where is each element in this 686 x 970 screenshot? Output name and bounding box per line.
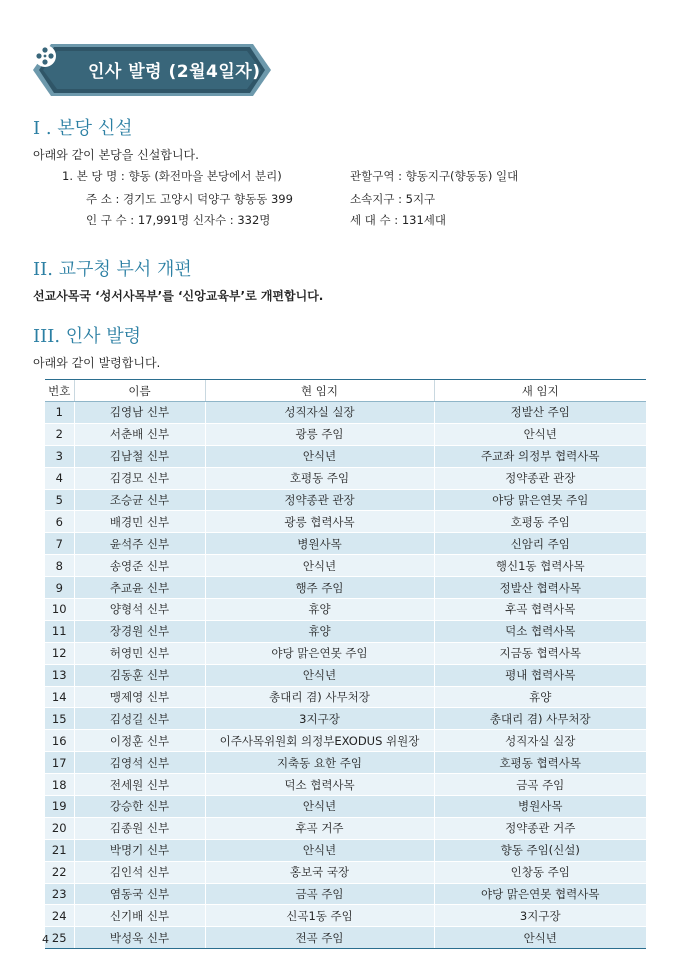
jurisdiction-line: 관할구역 : 향동지구(향동동) 일대 bbox=[350, 169, 519, 183]
cell-new-post: 정약종관 관장 bbox=[434, 467, 646, 489]
cell-number: 10 bbox=[45, 599, 74, 621]
table-row bbox=[45, 708, 646, 730]
cell-name: 장경원 신부 bbox=[74, 620, 205, 642]
cell-current-post: 안식년 bbox=[205, 839, 434, 861]
cell-current-post: 신곡1동 주임 bbox=[205, 905, 434, 927]
cell-current-post: 호평동 주임 bbox=[205, 467, 434, 489]
cell-name: 김남철 신부 bbox=[74, 445, 205, 467]
table-row bbox=[45, 620, 646, 642]
cell-number: 20 bbox=[45, 817, 74, 839]
page-number: 4 bbox=[42, 933, 49, 946]
section-3-intro: 아래와 같이 발령합니다. bbox=[33, 356, 161, 370]
cell-number: 25 bbox=[45, 927, 74, 949]
column-header-number: 번호 bbox=[45, 380, 74, 402]
cell-name: 김영석 신부 bbox=[74, 752, 205, 774]
cell-current-post: 안식년 bbox=[205, 796, 434, 818]
cell-current-post: 성직자실 실장 bbox=[205, 402, 434, 424]
cell-current-post: 광릉 주임 bbox=[205, 423, 434, 445]
cell-name: 서춘배 신부 bbox=[74, 423, 205, 445]
cell-current-post: 3지구장 bbox=[205, 708, 434, 730]
cell-name: 박성욱 신부 bbox=[74, 927, 205, 949]
cell-name: 이정훈 신부 bbox=[74, 730, 205, 752]
table-row bbox=[45, 752, 646, 774]
table-row bbox=[45, 577, 646, 599]
table-row bbox=[45, 861, 646, 883]
cell-current-post: 안식년 bbox=[205, 445, 434, 467]
section-1-heading: I . 본당 신설 bbox=[33, 118, 133, 139]
table-body bbox=[45, 402, 646, 949]
population-line: 인 구 수 : 17,991명 신자수 : 332명 bbox=[86, 213, 271, 227]
cell-current-post: 야당 맑은연못 주임 bbox=[205, 642, 434, 664]
table-row bbox=[45, 511, 646, 533]
cell-name: 맹제영 신부 bbox=[74, 686, 205, 708]
cell-name: 조승균 신부 bbox=[74, 489, 205, 511]
cell-number: 8 bbox=[45, 555, 74, 577]
cell-new-post: 안식년 bbox=[434, 423, 646, 445]
cell-number: 5 bbox=[45, 489, 74, 511]
cell-name: 허영민 신부 bbox=[74, 642, 205, 664]
cell-number: 4 bbox=[45, 467, 74, 489]
cell-current-post: 정약종관 관장 bbox=[205, 489, 434, 511]
cell-current-post: 행주 주임 bbox=[205, 577, 434, 599]
cell-current-post: 후곡 거주 bbox=[205, 817, 434, 839]
section-2-heading: II. 교구청 부서 개편 bbox=[33, 259, 192, 280]
table-row bbox=[45, 664, 646, 686]
cell-number: 21 bbox=[45, 839, 74, 861]
cell-number: 19 bbox=[45, 796, 74, 818]
table-row bbox=[45, 883, 646, 905]
cell-current-post: 휴양 bbox=[205, 620, 434, 642]
table-row bbox=[45, 730, 646, 752]
cell-name: 김종원 신부 bbox=[74, 817, 205, 839]
cell-name: 신기배 신부 bbox=[74, 905, 205, 927]
cell-number: 9 bbox=[45, 577, 74, 599]
section-banner bbox=[33, 44, 271, 96]
table-row bbox=[45, 774, 646, 796]
cell-name: 김영남 신부 bbox=[74, 402, 205, 424]
cell-name: 박명기 신부 bbox=[74, 839, 205, 861]
cell-number: 3 bbox=[45, 445, 74, 467]
table-row bbox=[45, 445, 646, 467]
cell-name: 김동훈 신부 bbox=[74, 664, 205, 686]
column-header-current-post: 현 임지 bbox=[205, 380, 434, 402]
cell-new-post: 행신1동 협력사목 bbox=[434, 555, 646, 577]
table-row bbox=[45, 599, 646, 621]
cell-number: 24 bbox=[45, 905, 74, 927]
cell-new-post: 신암리 주임 bbox=[434, 533, 646, 555]
cell-number: 15 bbox=[45, 708, 74, 730]
cell-current-post: 지축동 요한 주임 bbox=[205, 752, 434, 774]
cell-number: 18 bbox=[45, 774, 74, 796]
cell-number: 2 bbox=[45, 423, 74, 445]
cell-current-post: 병원사목 bbox=[205, 533, 434, 555]
cell-name: 송영준 신부 bbox=[74, 555, 205, 577]
appointments-table bbox=[45, 379, 646, 949]
section-3-heading: III. 인사 발령 bbox=[33, 326, 142, 347]
cell-new-post: 후곡 협력사목 bbox=[434, 599, 646, 621]
table-row bbox=[45, 796, 646, 818]
cell-new-post: 정발산 협력사목 bbox=[434, 577, 646, 599]
cell-name: 염동국 신부 bbox=[74, 883, 205, 905]
cell-name: 전세원 신부 bbox=[74, 774, 205, 796]
cell-name: 배경민 신부 bbox=[74, 511, 205, 533]
cell-current-post: 금곡 주임 bbox=[205, 883, 434, 905]
address-line: 주 소 : 경기도 고양시 덕양구 향동동 399 bbox=[86, 192, 293, 206]
cell-new-post: 성직자실 실장 bbox=[434, 730, 646, 752]
cell-current-post: 총대리 겸) 사무처장 bbox=[205, 686, 434, 708]
cell-number: 17 bbox=[45, 752, 74, 774]
table-row bbox=[45, 905, 646, 927]
cell-new-post: 안식년 bbox=[434, 927, 646, 949]
table-row bbox=[45, 686, 646, 708]
cell-new-post: 야당 맑은연못 협력사목 bbox=[434, 883, 646, 905]
cell-current-post: 안식년 bbox=[205, 555, 434, 577]
film-reel-icon bbox=[33, 44, 57, 68]
cell-current-post: 휴양 bbox=[205, 599, 434, 621]
cell-number: 1 bbox=[45, 402, 74, 424]
district-line: 소속지구 : 5지구 bbox=[350, 192, 436, 206]
cell-current-post: 홍보국 국장 bbox=[205, 861, 434, 883]
cell-number: 6 bbox=[45, 511, 74, 533]
table-row bbox=[45, 839, 646, 861]
parish-name-line: 1. 본 당 명 : 향동 (화전마을 본당에서 분리) bbox=[62, 169, 282, 183]
cell-new-post: 금곡 주임 bbox=[434, 774, 646, 796]
cell-new-post: 3지구장 bbox=[434, 905, 646, 927]
cell-new-post: 덕소 협력사목 bbox=[434, 620, 646, 642]
section-1-intro: 아래와 같이 본당을 신설합니다. bbox=[33, 148, 199, 162]
table-header-row bbox=[45, 380, 646, 402]
section-2-text: 선교사목국 ‘성서사목부’를 ‘신앙교육부’로 개편합니다. bbox=[33, 289, 324, 303]
table-row bbox=[45, 533, 646, 555]
cell-current-post: 이주사목위원회 의정부EXODUS 위원장 bbox=[205, 730, 434, 752]
cell-number: 12 bbox=[45, 642, 74, 664]
cell-number: 22 bbox=[45, 861, 74, 883]
cell-name: 김성길 신부 bbox=[74, 708, 205, 730]
cell-new-post: 평내 협력사목 bbox=[434, 664, 646, 686]
column-header-new-post: 새 임지 bbox=[434, 380, 646, 402]
cell-number: 13 bbox=[45, 664, 74, 686]
cell-new-post: 총대리 겸) 사무처장 bbox=[434, 708, 646, 730]
cell-current-post: 덕소 협력사목 bbox=[205, 774, 434, 796]
table-row bbox=[45, 555, 646, 577]
cell-new-post: 휴양 bbox=[434, 686, 646, 708]
cell-new-post: 정약종관 거주 bbox=[434, 817, 646, 839]
cell-number: 16 bbox=[45, 730, 74, 752]
cell-name: 추교윤 신부 bbox=[74, 577, 205, 599]
banner-title: 인사 발령 (2월4일자) bbox=[88, 62, 261, 82]
cell-new-post: 야당 맑은연못 주임 bbox=[434, 489, 646, 511]
table-row bbox=[45, 467, 646, 489]
table-row bbox=[45, 927, 646, 949]
cell-new-post: 주교좌 의정부 협력사목 bbox=[434, 445, 646, 467]
cell-name: 양형석 신부 bbox=[74, 599, 205, 621]
cell-name: 김인석 신부 bbox=[74, 861, 205, 883]
table-row bbox=[45, 489, 646, 511]
table-row bbox=[45, 423, 646, 445]
cell-current-post: 광릉 협력사목 bbox=[205, 511, 434, 533]
column-header-name: 이름 bbox=[74, 380, 205, 402]
table-row bbox=[45, 402, 646, 424]
households-line: 세 대 수 : 131세대 bbox=[350, 213, 446, 227]
cell-name: 강승한 신부 bbox=[74, 796, 205, 818]
cell-current-post: 전곡 주임 bbox=[205, 927, 434, 949]
cell-new-post: 호평동 협력사목 bbox=[434, 752, 646, 774]
cell-new-post: 향동 주임(신설) bbox=[434, 839, 646, 861]
table-row bbox=[45, 642, 646, 664]
cell-current-post: 안식년 bbox=[205, 664, 434, 686]
cell-number: 14 bbox=[45, 686, 74, 708]
cell-number: 11 bbox=[45, 620, 74, 642]
cell-new-post: 병원사목 bbox=[434, 796, 646, 818]
cell-new-post: 호평동 주임 bbox=[434, 511, 646, 533]
cell-new-post: 인창동 주임 bbox=[434, 861, 646, 883]
cell-new-post: 정발산 주임 bbox=[434, 402, 646, 424]
table-row bbox=[45, 817, 646, 839]
cell-new-post: 지금동 협력사목 bbox=[434, 642, 646, 664]
cell-name: 김경모 신부 bbox=[74, 467, 205, 489]
cell-number: 7 bbox=[45, 533, 74, 555]
cell-number: 23 bbox=[45, 883, 74, 905]
cell-name: 윤석주 신부 bbox=[74, 533, 205, 555]
